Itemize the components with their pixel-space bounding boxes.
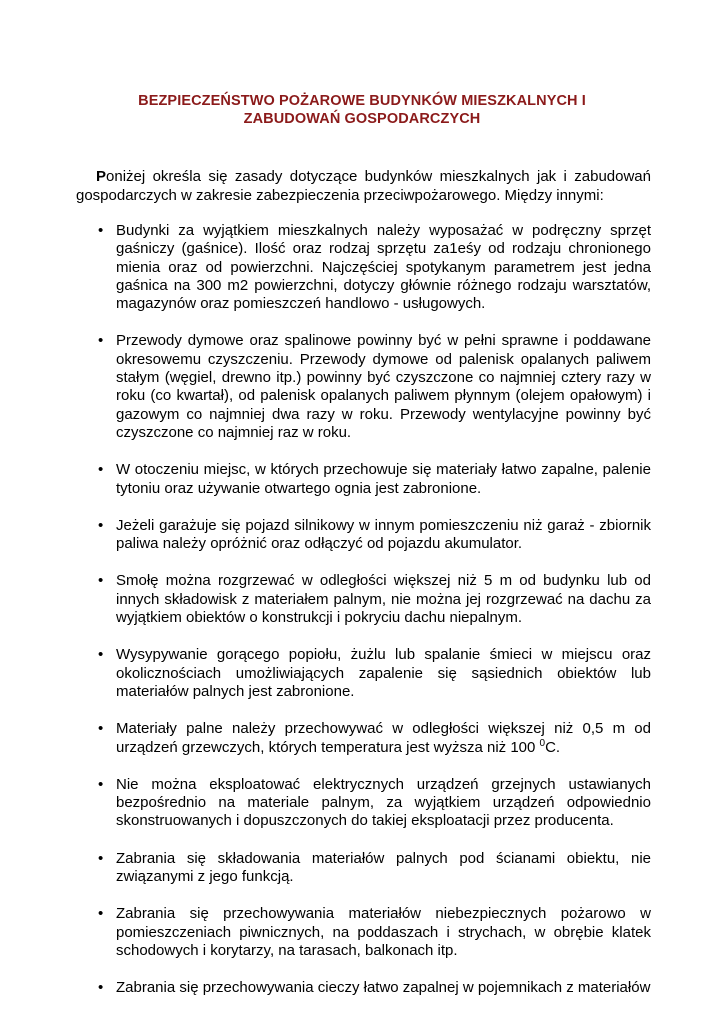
- temp-superscript: 0: [539, 737, 546, 749]
- bullet-icon: •: [98, 516, 104, 534]
- list-item-text: Przewody dymowe oraz spalinowe powinny być w pełni sprawne i poddawane okresowemu czyszczeniu. Przewody dymowe od palenisk opalanych paliwem stałym (węgiel, drewno itp.) powinny być czyszczone co najmniej cztery razy w roku (co kwartał), od palenisk opalanych paliwem płynnym (olejem opałowym) i gazowym co najmniej dwa razy w roku. Przewody wentylacyjne powinny być czyszczone co najmniej raz w roku.: [116, 332, 651, 441]
- list-item: [76, 720, 651, 757]
- list-item-text: Wysypywanie gorącego popiołu, żużlu lub spalanie śmieci w miejscu oraz okolicznościach umożliwiających zapalenie się sąsiednich obiektów lub materiałów palnych jest zabronione.: [116, 646, 651, 700]
- title-line-2: ZABUDOWAŃ GOSPODARCZYCH: [243, 111, 481, 127]
- list-item-text: Nie można eksploatować elektrycznych urządzeń grzejnych ustawianych bezpośrednio na materiale palnym, za wyjątkiem urządzeń odpowiednio skonstruowanych i dopuszczonych do takiej eksploatacji przez producenta.: [116, 775, 651, 830]
- list-item: [76, 646, 651, 701]
- list-item: [76, 979, 651, 997]
- list-item: [76, 850, 651, 887]
- list-item: [76, 332, 651, 442]
- bullet-icon: •: [98, 646, 104, 664]
- document-title: [80, 92, 644, 128]
- list-item-text: Zabrania się składowania materiałów palnych pod ścianami obiektu, nie związanymi z jego funkcją.: [116, 849, 651, 886]
- list-item-text: Smołę można rozgrzewać w odległości większej niż 5 m od budynku lub od innych składowisk z materiałem palnym, nie można jej rozgrzewać na dachu za wyjątkiem obiektów o konstrukcji i pokryciu dachu niepalnym.: [116, 572, 651, 627]
- list-item-text: W otoczeniu miejsc, w których przechowuje się materiały łatwo zapalne, palenie tytoniu oraz używanie otwartego ognia jest zabronione.: [116, 461, 651, 497]
- title-line-1: BEZPIECZEŃSTWO POŻAROWE BUDYNKÓW MIESZKALNYCH I: [138, 93, 586, 109]
- temp-text-before: Materiały palne należy przechowywać w odległości większej niż 0,5 m od urządzeń grzewczych, których temperatura jest wyższa niż 100: [116, 720, 651, 756]
- bullet-icon: •: [98, 572, 104, 590]
- bullet-icon: •: [98, 461, 104, 479]
- bullet-icon: •: [98, 979, 104, 997]
- list-item: [76, 461, 651, 498]
- list-item-text: Budynki za wyjątkiem mieszkalnych należy wyposażać w podręczny sprzęt gaśniczy (gaśnice). Ilość oraz rodzaj sprzętu za1eśy od rodzaju chronionego mienia oraz od powierzchni. Najczęściej spotykanym parametrem jest jedna gaśnica na 300 m2 powierzchni, dotyczy głównie różnego rodzaju warsztatów, magazynów oraz pomieszczeń handlowo - usługowych.: [116, 222, 651, 313]
- list-item-text: Jeżeli garażuje się pojazd silnikowy w innym pomieszczeniu niż garaż - zbiornik paliwa należy opróżnić oraz odłączyć od pojazdu akumulator.: [116, 516, 651, 553]
- intro-first-letter: P: [96, 168, 107, 185]
- list-item: [76, 905, 651, 960]
- list-item: [76, 776, 651, 831]
- bullet-icon: •: [98, 905, 104, 923]
- bullet-icon: •: [98, 222, 104, 239]
- list-item-text: Zabrania się przechowywania cieczy łatwo zapalnej w pojemnikach z materiałów: [116, 979, 651, 997]
- bullet-icon: •: [98, 775, 104, 793]
- intro-paragraph: [76, 167, 651, 205]
- list-item: [76, 222, 651, 313]
- intro-text: oniżej określa się zasady dotyczące budynków mieszkalnych jak i zabudowań gospodarczych w zakresie zabezpieczenia przeciwpożarowego. Między innymi:: [76, 168, 651, 204]
- bullet-icon: •: [98, 849, 104, 867]
- temp-text-after: C.: [545, 738, 561, 756]
- bullet-icon: •: [98, 332, 104, 350]
- bullet-icon: •: [98, 720, 104, 738]
- list-item: [76, 572, 651, 627]
- list-item-text: [116, 720, 651, 755]
- rules-list: [76, 222, 651, 1017]
- list-item: [76, 517, 651, 554]
- list-item-text: Zabrania się przechowywania materiałów niebezpiecznych pożarowo w pomieszczeniach piwnicznych, na poddaszach i strychach, w obrębie klatek schodowych i korytarzy, na tarasach, balkonach itp.: [116, 905, 651, 959]
